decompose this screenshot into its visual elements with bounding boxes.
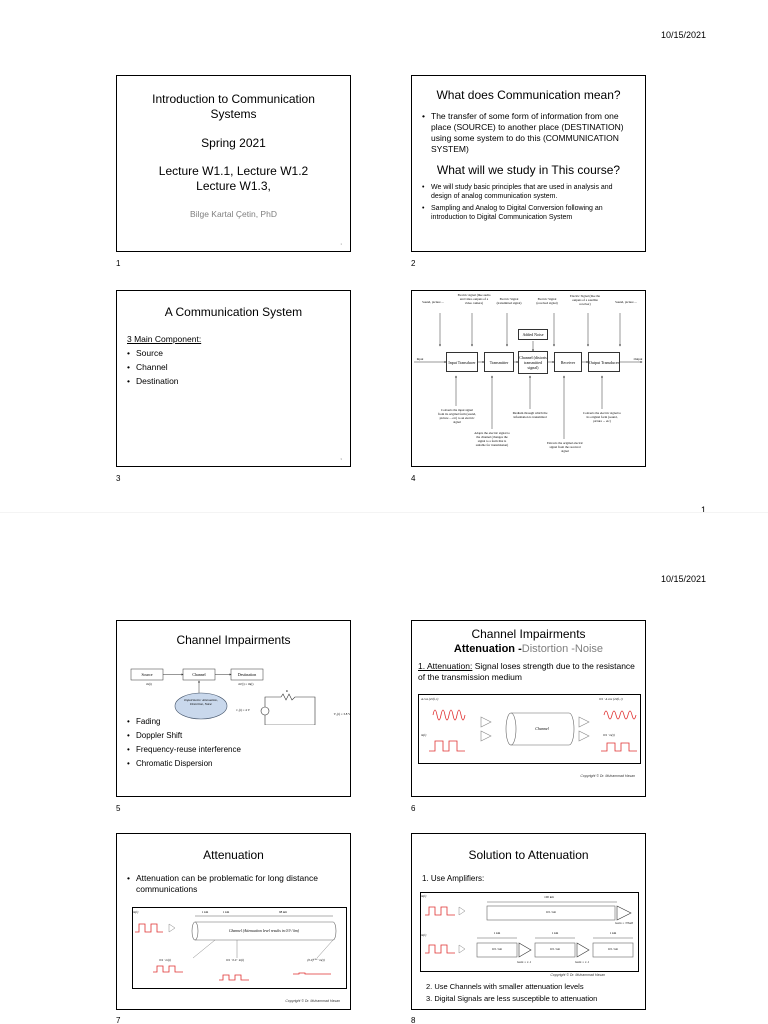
attenuation-figure xyxy=(132,907,347,989)
figure-label: 1 km xyxy=(493,931,501,935)
diagram-label: V₂(t) = 3.8 V xyxy=(333,712,351,716)
slide-number: 7 xyxy=(116,1016,121,1024)
diagram-block-input-transducer: Input Transducer xyxy=(446,352,478,372)
slide-title: What does Communication mean? xyxy=(436,88,621,102)
figure-label: 0.9 · 0.9 · m(t) xyxy=(225,958,245,962)
figure-label: Gain = 1.1 xyxy=(516,960,532,964)
diagram-label: Sound, picture ... xyxy=(422,300,444,304)
slide-5 xyxy=(116,620,351,797)
slide-subtitle: What will we study in This course? xyxy=(436,163,621,177)
figure-label: 0.9 · m(t) xyxy=(159,958,171,962)
handout-page-2 xyxy=(0,512,768,1024)
slide-title: Channel Impairments xyxy=(176,633,291,647)
figure-label: A cos (2πft, t) xyxy=(421,697,439,701)
slide-bullet: • Doppler Shift xyxy=(127,730,340,741)
slide-heading: 3 Main Component: xyxy=(127,334,202,344)
figure-label: 100 km xyxy=(544,895,554,899)
slide-text-heading: 1. Attenuation: xyxy=(418,661,473,671)
slide-subtitle-bold: Attenuation - xyxy=(453,643,522,655)
slide-item: 1. Use Amplifiers: xyxy=(422,874,485,883)
slide-item: 2. Use Channels with smaller attenuation levels xyxy=(426,982,584,991)
slide-bullet: • Channel xyxy=(127,362,340,373)
slide-term: Spring 2021 xyxy=(201,136,266,150)
diagram-label: Electric Signal (received signal) xyxy=(536,297,558,305)
diagram-label: Extracts the original electric signal from the received signal xyxy=(546,441,584,453)
figure-label: 1 km xyxy=(222,910,230,914)
copyright-note: Copyright © Dr. Muhammad Hasan xyxy=(550,973,605,977)
slide-bullet: • Sampling and Analog to Digital Conversion following an introduction to Digital Communication System xyxy=(422,204,635,222)
diagram-block-source: Source xyxy=(141,672,153,677)
copyright-note: Copyright © Dr. Muhammad Hasan xyxy=(580,774,635,778)
slide-number: 3 xyxy=(116,474,121,483)
page-number: 1 xyxy=(700,505,706,515)
slide-number: 2 xyxy=(411,259,416,268)
diagram-label: Sound, picture ... xyxy=(615,300,637,304)
slide-title: Introduction to Communication Systems xyxy=(152,92,315,121)
slide-text: Signal loses strength due to the resistance of the transmission medium xyxy=(418,661,635,682)
diagram-label: v₁(t) = 4 V xyxy=(236,708,250,712)
diagram-block-channel: Channel (distorts transmitted signal) xyxy=(518,351,548,374)
slide-8 xyxy=(411,833,646,1010)
slide-2 xyxy=(411,75,646,252)
slide-bullet: • Attenuation can be problematic for long distance communications xyxy=(127,873,340,895)
diagram-output: Output xyxy=(633,357,643,361)
figure-label: 0.9 · A cos (2πft, t) xyxy=(599,697,623,701)
diagram-label: Electric signal (like audio and video outputs of a video camera) xyxy=(457,293,491,305)
slide-subtitle-gray: Distortion -Noise xyxy=(521,643,604,655)
copyright-note: Copyright © Dr. Muhammad Hasan xyxy=(285,999,340,1003)
slide-4 xyxy=(411,290,646,467)
figure-label: m(t) xyxy=(421,894,427,898)
diagram-label: m(t) xyxy=(146,682,152,686)
diagram-block-channel: Channel xyxy=(192,672,206,677)
diagram-input: Input xyxy=(416,357,424,361)
diagram-block-transmitter: Transmitter xyxy=(484,352,514,372)
diagram-block-destination: Destination xyxy=(237,672,257,677)
figure-channel-label: Channel xyxy=(535,726,549,731)
slide-number: 4 xyxy=(411,474,416,483)
slide-number: 8 xyxy=(411,1016,416,1024)
figure-label: 0.9 / km xyxy=(607,947,619,951)
slide-title: A Communication System xyxy=(164,305,303,319)
figure-label: m(t) xyxy=(133,910,139,914)
slide-3: A Communication System 3 Main Component: • Source • Channel • Destination 3 xyxy=(116,290,351,467)
figure-label: Gain = 37k46 xyxy=(615,921,633,925)
slide-bullet: • Chromatic Dispersion xyxy=(127,758,340,769)
slide-item: 3. Digital Signals are less susceptible to attenuation xyxy=(426,994,598,1003)
slide-6 xyxy=(411,620,646,797)
diagram-label: Converts the electric signal to its original form (sound, picture ... etc) xyxy=(582,411,622,423)
slide-1: Introduction to Communication Systems Spring 2021 Lecture W1.1, Lecture W1.2 Lecture W1.3, Bilge Kartal Çetin, PhD 1 xyxy=(116,75,351,252)
diagram-impairments: Impairments: Attenuation, Distortion, Noise xyxy=(184,698,218,706)
amplifier-figure xyxy=(420,892,639,972)
diagram-label: Adapts the electric signal to the channel (changes the signal to a form that is suitable for transmission) xyxy=(474,431,510,447)
slide-bullet: • The transfer of some form of information from one place (SOURCE) to another place (DESTINATION) using some system to do this (COMMUNICATION SYSTEM) xyxy=(422,111,635,155)
diagram-label: Converts the input signal from its original form (sound, picture ... etc) to an electric signal xyxy=(438,408,476,424)
slide-number: 1 xyxy=(116,259,121,268)
page-date: 10/15/2021 xyxy=(660,574,706,584)
slide-bullet: • Source xyxy=(127,348,340,359)
diagram-label: Electric Signal (like the outputs of a satellite receiver) xyxy=(569,294,601,306)
diagram-block-receiver: Receiver xyxy=(554,352,582,372)
diagram-label: Medium through which the information is transmitted xyxy=(512,411,548,419)
figure-label: (0.9)¹⁰⁰ · m(t) xyxy=(307,958,325,962)
figure-label: 0.9 / km xyxy=(549,947,561,951)
figure-label: 1 km xyxy=(609,931,617,935)
slide-bullet: • Fading xyxy=(127,716,340,727)
figure-label: 1 km xyxy=(551,931,559,935)
slide-title: Channel Impairments xyxy=(471,627,586,641)
figure-label: 98 km xyxy=(278,910,288,914)
slide-number: 6 xyxy=(411,804,416,813)
figure-channel-label: Channel (Attenuation level results in 0.9 / km) xyxy=(228,929,300,933)
figure-label: m(t) xyxy=(421,733,427,737)
slide-lectures: Lecture W1.1, Lecture W1.2 Lecture W1.3, xyxy=(158,164,309,193)
figure-label: 0.9 · m(t) xyxy=(603,733,615,737)
figure-label: 1 km xyxy=(201,910,209,914)
impairment-diagram xyxy=(117,655,351,725)
diagram-block-noise: Added Noise xyxy=(518,329,548,340)
figure-label: Gain = 1.1 xyxy=(574,960,590,964)
diagram-label: m'(t) = m(t) xyxy=(238,682,254,686)
slide-7 xyxy=(116,833,351,1010)
slide-bullet: • We will study basic principles that are used in analysis and design of analog communication system. xyxy=(422,183,635,201)
attenuation-figure xyxy=(418,694,641,764)
slide-title: Solution to Attenuation xyxy=(468,848,589,862)
page-date: 10/15/2021 xyxy=(660,30,706,40)
figure-label: m(t) xyxy=(421,933,427,937)
slide-author: Bilge Kartal Çetin, PhD xyxy=(190,209,277,219)
figure-label: 0.9 / km xyxy=(545,910,557,914)
diagram-label: Electric Signal (transmitted signal) xyxy=(496,297,522,305)
slide-bullet: • Frequency-reuse interference xyxy=(127,744,340,755)
diagram-block-output-transducer: Output Transducer xyxy=(588,352,620,372)
block-diagram xyxy=(412,291,646,467)
figure-label: 0.9 / km xyxy=(491,947,503,951)
diagram-label: R xyxy=(285,689,289,693)
slide-title: Attenuation xyxy=(203,848,264,862)
slide-number: 5 xyxy=(116,804,121,813)
slide-bullet: • Destination xyxy=(127,376,340,387)
